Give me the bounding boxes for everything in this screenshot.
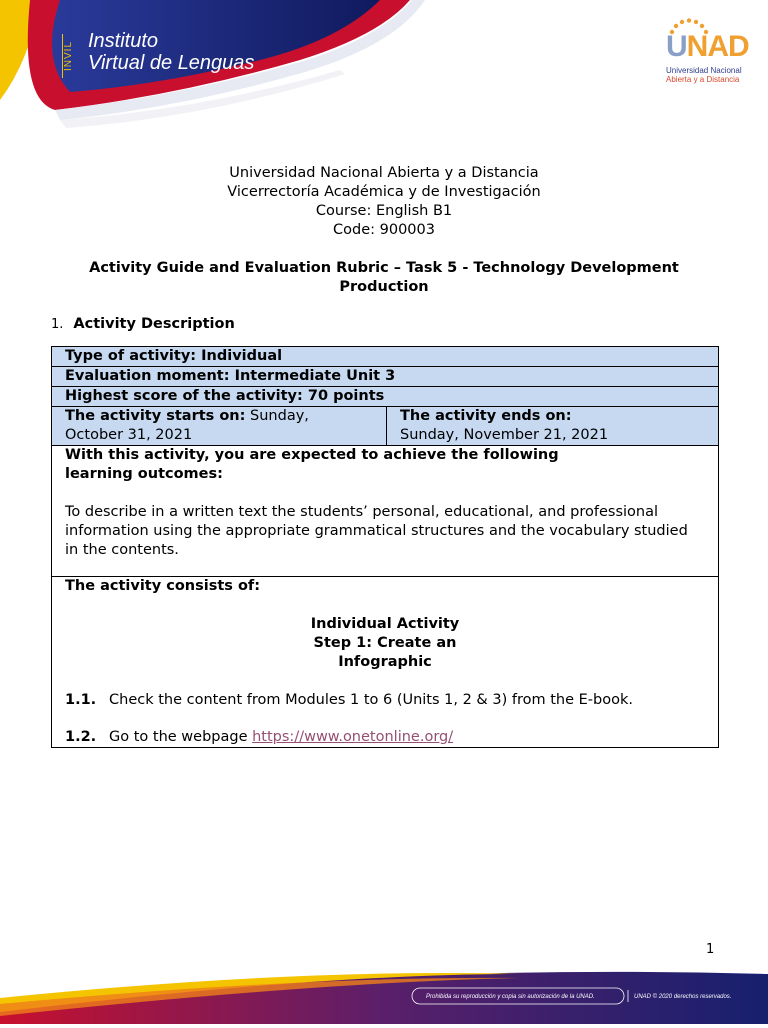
end-date-cell	[387, 407, 719, 446]
learning-outcomes-text: To describe in a written text the students’ personal, educational, and professional information using the appropriate grammatical structures and the vocabulary studied in the contents.	[65, 504, 688, 558]
ivl-line-2: Virtual de Lenguas	[88, 52, 255, 74]
step-number: 1.1.	[65, 692, 97, 708]
start-date-label: The activity starts on:	[65, 408, 246, 424]
type-of-activity-cell	[52, 347, 719, 367]
table-row	[52, 577, 719, 748]
end-date-value: Sunday, November 21, 2021	[400, 427, 609, 443]
learning-outcomes-heading-2: learning outcomes:	[65, 466, 223, 482]
ivl-line-1: Instituto	[88, 30, 159, 52]
table-row	[52, 407, 719, 446]
step-text: Check the content from Modules 1 to 6 (Units 1, 2 & 3) from the E-book.	[109, 692, 633, 708]
title-line-4: Code: 900003	[333, 222, 435, 238]
unad-rest-letters: NAD	[686, 30, 749, 63]
learning-outcomes-heading	[65, 446, 705, 484]
footer-notice: Prohibida su reproducción y copia sin autorización de la UNAD.	[426, 994, 595, 1000]
type-of-activity: Type of activity: Individual	[65, 348, 283, 364]
unad-subtitle	[666, 66, 742, 84]
step1-heading-line2: Infographic	[338, 654, 432, 670]
highest-score: Highest score of the activity: 70 points	[65, 388, 385, 404]
individual-activity-heading: Individual Activity	[310, 616, 460, 632]
step-number: 1.2.	[65, 729, 97, 745]
unad-sub-line-1: Universidad Nacional	[666, 66, 742, 75]
footer-copyright: UNAD © 2020 derechos reservados.	[634, 994, 732, 1000]
evaluation-moment: Evaluation moment: Intermediate Unit 3	[65, 368, 396, 384]
step-item	[65, 691, 705, 710]
section-heading	[51, 316, 235, 332]
start-date-value-b: October 31, 2021	[65, 427, 193, 443]
activity-consists-cell	[52, 577, 719, 748]
ivl-vertical-label: INVIL	[62, 34, 77, 78]
section-number: 1.	[51, 317, 64, 332]
step-text: Go to the webpage	[109, 729, 253, 745]
unad-logo	[660, 18, 754, 88]
start-date-value-a: Sunday,	[245, 408, 309, 424]
step-item	[65, 728, 705, 747]
step1-heading-line1: Step 1: Create an	[313, 635, 457, 651]
section-title: Activity Description	[73, 316, 235, 332]
unad-u-letter: U	[666, 30, 687, 63]
title-line-1: Universidad Nacional Abierta y a Distancia	[229, 165, 539, 181]
onetonline-link[interactable]: https://www.onetonline.org/	[252, 729, 454, 745]
ivl-institute-name	[88, 30, 254, 74]
evaluation-moment-cell	[52, 367, 719, 387]
activity-consists-heading: The activity consists of:	[65, 578, 261, 594]
highest-score-cell	[52, 387, 719, 407]
table-row	[52, 387, 719, 407]
title-line-2: Vicerrectoría Académica y de Investigación	[227, 184, 541, 200]
table-row	[52, 446, 719, 577]
page-number: 1	[706, 942, 715, 957]
unad-sub-line-2: Abierta y a Distancia	[666, 75, 740, 84]
table-row	[52, 347, 719, 367]
document-title-block	[0, 164, 768, 240]
title-line-3: Course: English B1	[315, 203, 453, 219]
start-date-cell	[52, 407, 387, 446]
unad-wordmark	[666, 30, 749, 64]
activity-table	[51, 346, 719, 748]
learning-outcomes-cell	[52, 446, 719, 577]
table-row	[52, 367, 719, 387]
guide-title: Activity Guide and Evaluation Rubric – Task 5 - Technology Development Production	[89, 260, 679, 295]
learning-outcomes-heading-1: With this activity, you are expected to achieve the following	[65, 447, 559, 463]
header-banner	[0, 0, 768, 140]
end-date-label: The activity ends on:	[400, 408, 572, 424]
